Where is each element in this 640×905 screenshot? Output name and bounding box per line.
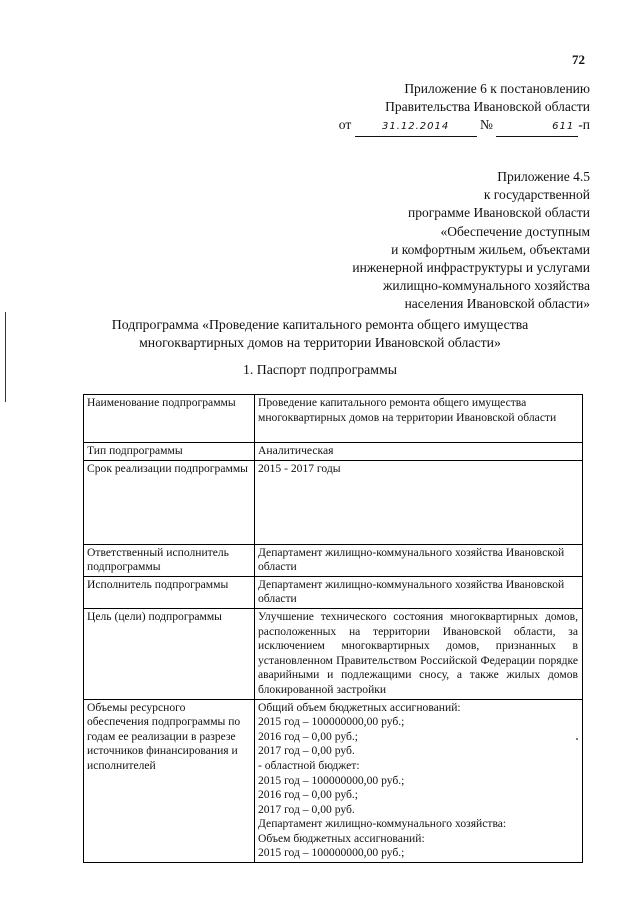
decree-date: 31.12.2014 xyxy=(355,118,477,137)
funding-line: Общий объем бюджетных ассигнований: xyxy=(258,700,461,714)
from-label: от xyxy=(338,117,352,132)
row-label: Тип подпрограммы xyxy=(84,443,255,461)
funding-line: 2015 год – 100000000,00 руб.; xyxy=(258,846,405,860)
appendix-6-header xyxy=(339,80,590,137)
row-label: Объемы ресурсного обеспечения подпрограммы по годам ее реализации в разрезе источников финансирования и исполнителей xyxy=(84,699,255,863)
passport-table xyxy=(83,394,583,863)
row-value: Проведение капитального ремонта общего имущества многоквартирных домов на территории Ивановской области xyxy=(255,395,583,443)
row-label: Ответственный исполнитель подпрограммы xyxy=(84,544,255,576)
funding-line: 2015 год – 100000000,00 руб.; xyxy=(258,773,405,787)
row-value: Департамент жилищно-коммунального хозяйства Ивановской области xyxy=(255,576,583,608)
table-row xyxy=(84,699,583,863)
appendix-4-5-line: программе Ивановской области xyxy=(407,205,590,221)
number-suffix: -п xyxy=(578,117,590,132)
funding-line: 2016 год – 0,00 руб.; xyxy=(258,729,359,743)
appendix-4-5-line: инженерной инфраструктуры и услугами xyxy=(352,260,590,276)
page-number: 72 xyxy=(572,52,585,67)
appendix-4-5-line: к государственной xyxy=(483,187,590,203)
decree-number: 611 xyxy=(496,118,578,137)
appendix-4-5-line: жилищно-коммунального хозяйства xyxy=(383,278,590,294)
row-value: Аналитическая xyxy=(255,443,583,461)
table-row xyxy=(84,544,583,576)
subprogram-title xyxy=(0,316,640,352)
subprogram-title-line1: Подпрограмма «Проведение капитального ремонта общего имущества xyxy=(111,317,529,332)
appendix-4-5-line: населения Ивановской области» xyxy=(404,296,590,312)
appendix-6-line2: Правительства Ивановской области xyxy=(385,99,590,114)
table-row xyxy=(84,443,583,461)
funding-line: Департамент жилищно-коммунального хозяйства: xyxy=(258,817,507,831)
row-label: Срок реализации подпрограммы xyxy=(84,460,255,544)
funding-line: 2017 год – 0,00 руб. xyxy=(258,802,355,816)
appendix-4-5-line: Приложение 4.5 xyxy=(497,169,590,184)
funding-line: 2016 год – 0,00 руб.; xyxy=(258,788,359,802)
table-row xyxy=(84,576,583,608)
appendix-4-5-header xyxy=(352,168,590,314)
table-row xyxy=(84,460,583,544)
row-value xyxy=(255,699,583,863)
appendix-4-5-line: «Обеспечение доступным xyxy=(440,223,590,239)
table-row xyxy=(84,395,583,443)
row-value: Улучшение технического состояния многоквартирных домов, расположенных на территории Ивановской области, за исключением многоквартирных домов, признанных в установленном Правительством Российской Федерации порядке аварийными и подлежащими сносу, а также жилых домов блокированной застройки xyxy=(255,608,583,699)
row-value: 2015 - 2017 годы xyxy=(255,460,583,544)
funding-line: - областной бюджет: xyxy=(258,758,360,772)
table-row xyxy=(84,608,583,699)
row-label: Наименование подпрограммы xyxy=(84,395,255,443)
appendix-4-5-line: и комфортным жильем, объектами xyxy=(391,241,590,257)
row-label: Исполнитель подпрограммы xyxy=(84,576,255,608)
number-label: № xyxy=(480,117,493,132)
section-heading: 1. Паспорт подпрограммы xyxy=(243,362,397,377)
scan-speck xyxy=(576,738,578,740)
row-label: Цель (цели) подпрограммы xyxy=(84,608,255,699)
funding-line: Объем бюджетных ассигнований: xyxy=(258,831,425,845)
funding-line: 2015 год – 100000000,00 руб.; xyxy=(258,715,405,729)
funding-line: 2017 год – 0,00 руб. xyxy=(258,744,355,758)
subprogram-title-line2: многоквартирных домов на территории Ивановской области» xyxy=(139,335,501,350)
decree-date-line xyxy=(339,116,590,137)
row-value: Департамент жилищно-коммунального хозяйства Ивановской области xyxy=(255,544,583,576)
appendix-6-line1: Приложение 6 к постановлению xyxy=(404,81,590,96)
